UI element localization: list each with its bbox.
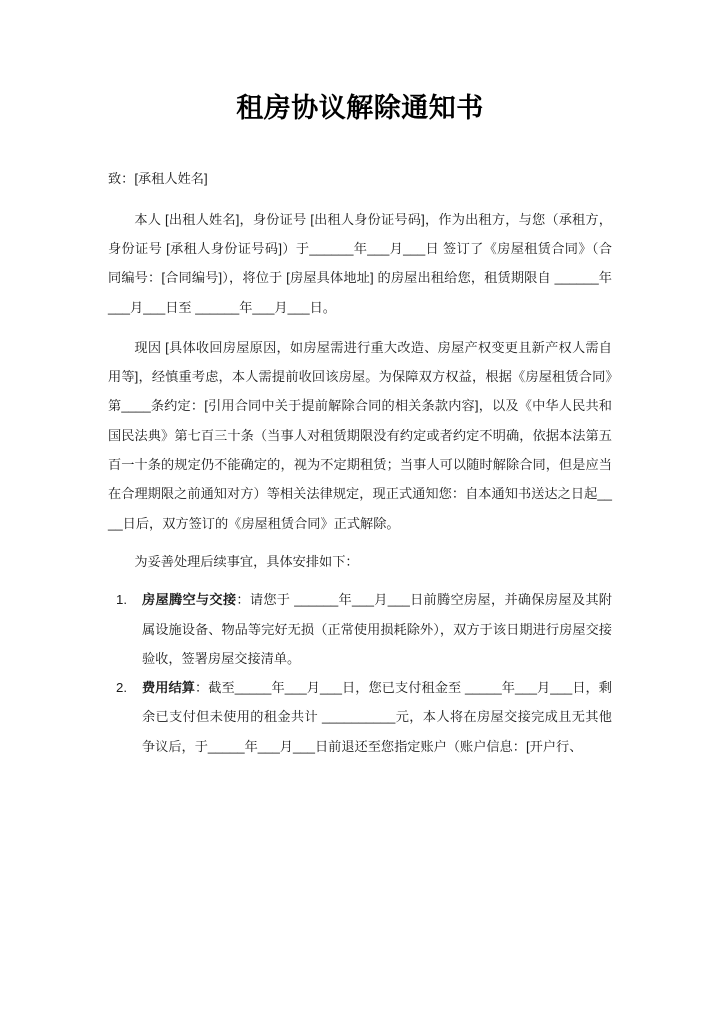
list-item-lead: 费用结算: [142, 680, 195, 696]
paragraph-arrangement-intro: 为妥善处理后续事宜，具体安排如下：: [134, 553, 359, 569]
salutation-line: 致：[承租人姓名]: [108, 171, 208, 187]
paragraph-contract-recital: 本人 [出租人姓名]，身份证号 [出租人身份证号码]，作为出租方，与您（承租方，身份证号 [承租人身份证号码]）于______年___月___日 签订了《房屋租赁合同》（合同编号：[合同编号]），将位于 [房屋具体地址] 的房屋出租给您，租赁期限自 ______年___月___日至 ______年___月___日。: [108, 211, 612, 315]
list-item-text: ：截至_____年___月___日，您已支付租金至 _____年___月___日，剩余已支付但未使用的租金共计 __________元，本人将在房屋交接完成且无其他争议后，于_____年___月___日前退还至您指定账户（账户信息：[开户行、: [142, 680, 612, 754]
page-title: 租房协议解除通知书: [236, 93, 484, 123]
list-item-lead: 房屋腾空与交接: [142, 592, 237, 608]
list-item: [108, 585, 612, 673]
list-item: [108, 673, 612, 761]
paragraph-termination-basis: 现因 [具体收回房屋原因，如房屋需进行重大改造、房屋产权变更且新产权人需自用等]，经慎重考虑，本人需提前收回该房屋。为保障双方权益，根据《房屋租赁合同》第____条约定：[引用合同中关于提前解除合同的相关条款内容]，以及《中华人民共和国民法典》第七百三十条（当事人对租赁期限没有约定或者约定不明确，依据本法第五百一十条的规定仍不能确定的，视为不定期租赁；当事人可以随时解除合同，但是应当在合理期限之前通知对方）等相关法律规定，现正式通知您：自本通知书送达之日起____日后，双方签订的《房屋租赁合同》正式解除。: [108, 339, 612, 531]
arrangement-list: [108, 576, 612, 761]
list-item-text: ：请您于 ______年___月___日前腾空房屋，并确保房屋及其附属设施设备、物品等完好无损（正常使用损耗除外），双方于该日期进行房屋交接验收，签署房屋交接清单。: [142, 592, 612, 666]
